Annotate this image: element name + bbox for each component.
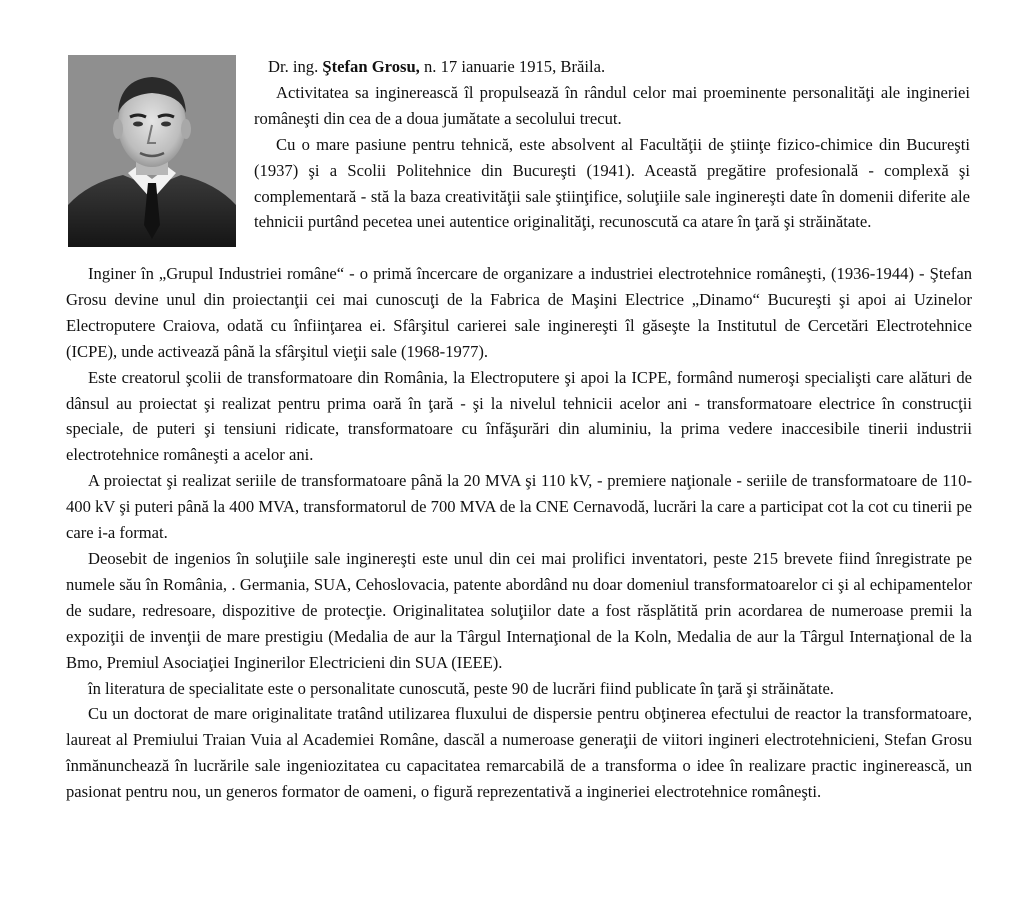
intro-paragraph: Activitatea sa inginerească îl propulsează în rândul celor mai proeminente personalităţi ale ingineriei româneşti din cea de a doua jumătate a secolului trecut. — [254, 82, 970, 128]
header-line — [254, 54, 970, 80]
portrait-illustration — [68, 55, 236, 247]
portrait-photo — [68, 55, 236, 247]
intro-block — [254, 54, 970, 235]
paragraph-school: Este creatorul şcolii de transformatoare din România, la Electroputere şi apoi la ICPE, formând numeroşi specialişti care alături de dânsul au proiectat şi realizat pentru prima oară în ţară - şi la nivelul tehnicii acelor ani - transformatoare electrice în construcţii speciale, de puteri şi tensiuni ridicate, transformatoare cu înfăşurări din aluminiu, la prima vedere inaccesibile tinerii industrii electrotehnice româneşti a acelor ani. — [66, 367, 972, 465]
birth-info: n. 17 ianuarie 1915, Brăila. — [419, 57, 606, 76]
biography-body — [66, 261, 972, 805]
paragraph-publications: în literatura de specialitate este o personalitate cunoscută, peste 90 de lucrări fiind publicate în ţară şi străinătate. — [88, 678, 834, 698]
paragraph-inventions: Deosebit de ingenios în soluţiile sale inginereşti este unul din cei mai prolifici inventatori, peste 215 brevete fiind înregistrate pe numele său în România, . Germania, SUA, Cehoslovacia, patente abordând nu doar domeniul transformatoarelor ci şi al echipamentelor de sudare, redresoare, dispozitive de protecţie. Originalitatea soluţiilor date a fost răsplătită prin acordarea de numeroase premii la expoziţii de invenţii de mare prestigiu (Medalia de aur la Târgul Internaţional de la Koln, Medalia de aur la Târgul Internaţional de la Bmo, Premiul Asociaţiei Inginerilor Electricieni din SUA (IEEE). — [66, 548, 972, 672]
paragraph-career: Inginer în „Grupul Industriei române“ - o primă încercare de organizare a industriei electrotehnice româneşti, (1936-1944) - Ştefan Grosu devine unul din proiectanţii cei mai cunoscuţi de la Fabrica de Maşini Electrice „Dinamo“ Bucureşti şi apoi ai Uzinelor Electroputere Craiova, odată cu înfiinţarea ei. Sfârşitul carierei sale inginereşti îl găseşte la Institutul de Cercetări Electrotehnice (ICPE), unde activează până la sfârşitul vieţii sale (1968-1977). — [66, 264, 972, 361]
paragraph-doctorate: Cu un doctorat de mare originalitate tratând utilizarea fluxului de dispersie pentru obţinerea efectului de reactor la transformatoare, laureat al Premiului Traian Vuia al Academiei Române, dascăl a numeroase generaţii de viitori ingineri electrotehnicieni, Stefan Grosu înmănunchează în lucrările sale ingeniozitatea cu capacitatea remarcabilă de a transforma o idee în realizare practic inginerească, un pasionat pentru nou, un generos formator de oameni, o figură reprezentativă a ingineriei electrotehnice româneşti. — [66, 704, 972, 802]
paragraph-projects: A proiectat şi realizat seriile de transformatoare până la 20 MVA şi 110 kV, - premiere naţionale - seriile de transformatoare de 110-400 kV şi puteri până la 400 MVA, transformatorul de 700 MVA de la CNE Cernavodă, lucrări la care a participat cot la cot cu tinerii pe care i-a format. — [66, 471, 972, 543]
intro-paragraph: Cu o mare pasiune pentru tehnică, este absolvent al Facultăţii de ştiinţe fizico-chimice din Bucureşti (1937) şi a Scolii Politehnice din Bucureşti (1941). Această pregătire profesională - complexă şi complementară - stă la baza creativităţii sale ştiinţifice, soluţiile sale inginereşti date în domenii diferite ale tehnicii purtând pecetea unei autentice originalităţi, recunoscută ca atare în ţară şi străinătate. — [254, 134, 970, 232]
person-name: Ştefan Grosu, — [322, 57, 420, 76]
title-prefix: Dr. ing. — [268, 57, 323, 76]
